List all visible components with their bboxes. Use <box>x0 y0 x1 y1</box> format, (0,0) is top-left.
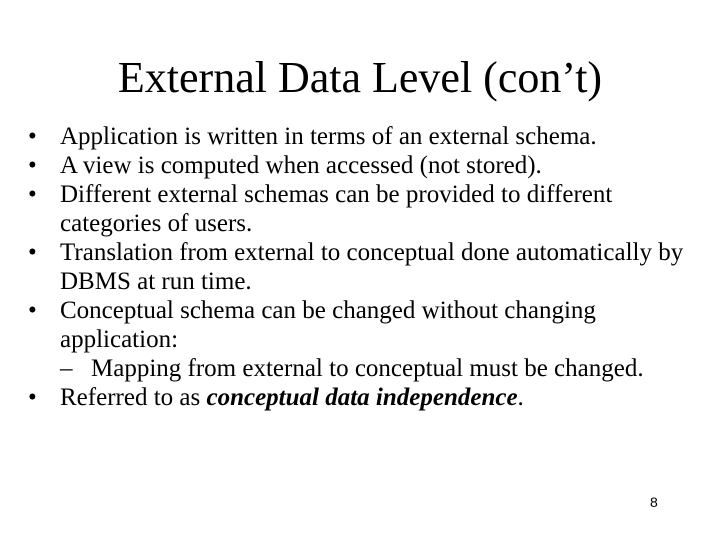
bullet-text: Conceptual schema can be changed without changing application: <box>60 297 596 353</box>
bullet-text: A view is computed when accessed (not stored). <box>60 152 542 179</box>
bullet-text-prefix: Referred to as <box>60 384 207 411</box>
bullet-item <box>28 122 708 151</box>
bullet-icon: • <box>28 384 37 411</box>
slide-title: External Data Level (con’t) <box>117 53 603 102</box>
bullet-text: Application is written in terms of an external schema. <box>60 123 597 150</box>
bullet-text: Translation from external to conceptual done automatically by DBMS at run time. <box>60 239 684 295</box>
sub-bullet-text: Mapping from external to conceptual must be changed. <box>91 355 644 382</box>
bullet-icon: • <box>28 123 37 150</box>
bullet-icon: • <box>28 181 37 208</box>
sub-bullet-list <box>60 354 708 383</box>
bullet-item <box>28 383 708 412</box>
bullet-item <box>28 296 708 383</box>
bullet-list <box>28 122 708 412</box>
bullet-icon: • <box>28 239 37 266</box>
bullet-item <box>28 151 708 180</box>
bullet-item <box>28 238 708 296</box>
bullet-text: Different external schemas can be provided to different categories of users. <box>60 181 613 237</box>
sub-bullet-item <box>60 354 708 383</box>
bullet-text-suffix: . <box>517 384 524 411</box>
dash-icon: – <box>60 355 73 382</box>
bullet-icon: • <box>28 152 37 179</box>
bullet-icon: • <box>28 297 37 324</box>
page-number: 8 <box>650 494 658 510</box>
bullet-item <box>28 180 708 238</box>
emphasized-term: conceptual data independence <box>206 384 518 411</box>
